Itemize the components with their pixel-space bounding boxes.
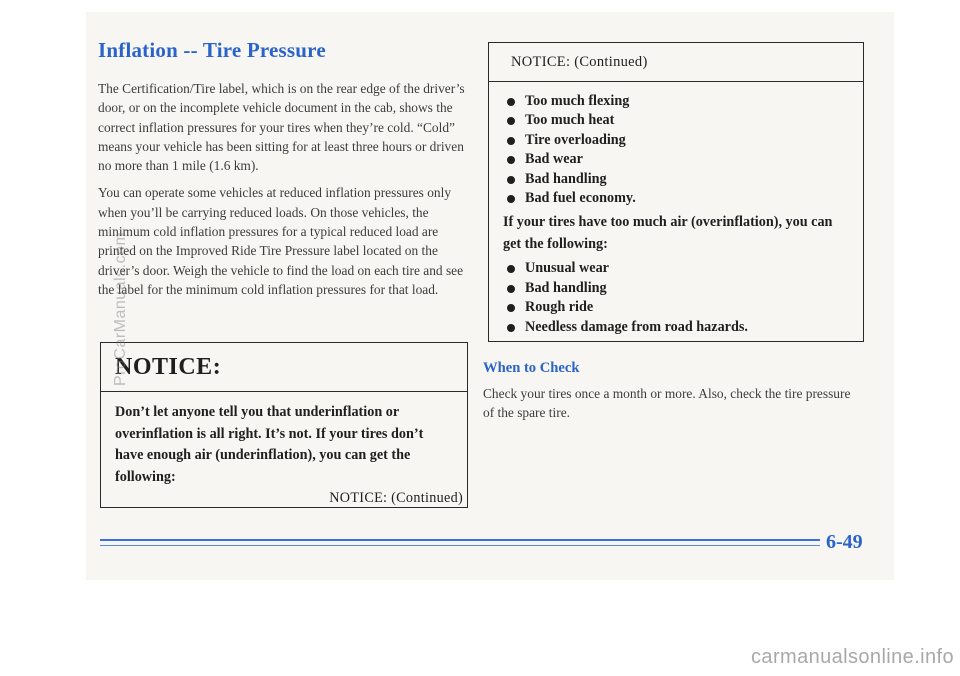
list-item: Bad fuel economy. [503,189,863,208]
notice-continued-label: NOTICE: (Continued) [329,490,463,506]
notice-body: Don’t let anyone tell you that underinflation or overinflation is all right. It’s not. If your tires don’t have enough air (underinflation), you can get the following: [115,404,424,485]
notice-box [100,342,468,508]
page-number: 6-49 [826,531,863,553]
list-item: Bad wear [503,150,863,169]
overinflation-intro: If your tires have too much air (overinflation), you can get the following: [503,214,833,252]
when-to-check-title: When to Check [483,360,580,376]
list-item: Unusual wear [503,259,863,278]
bullet-icon [507,117,515,125]
when-to-check-text: Check your tires once a month or more. Also, check the tire pressure of the spare tire. [483,386,851,421]
bullet-icon [507,324,515,332]
side-watermark: ProCarManuals.com [112,231,129,386]
bullet-icon [507,176,515,184]
overinflation-list [489,259,863,337]
underinflation-list [489,92,863,208]
footer-rule [100,539,820,541]
bullet-icon [507,156,515,164]
list-item: Needless damage from road hazards. [503,318,863,337]
list-item: Too much heat [503,111,863,130]
section-title: Inflation -- Tire Pressure [98,38,326,62]
bullet-icon [507,285,515,293]
notice-heading: NOTICE: [101,343,467,392]
bottom-watermark: carmanualsonline.info [751,646,954,668]
list-item: Too much flexing [503,92,863,111]
list-item: Bad handling [503,170,863,189]
bullet-icon [507,304,515,312]
notice-continued-box [488,42,864,342]
list-item: Bad handling [503,279,863,298]
bullet-icon [507,265,515,273]
bullet-icon [507,137,515,145]
bullet-icon [507,195,515,203]
list-item: Rough ride [503,298,863,317]
footer-rule-thin [100,545,820,546]
paragraph-reduced-inflation: You can operate some vehicles at reduced inflation pressures only when you’ll be carrying reduced loads. On those vehicles, the minimum cold inflation pressures for a typical reduced load are printed on the Improved Ride Tire Pressure label located on the driver’s door. Weigh the vehicle to find the load on each tire and see the label for the minimum cold inflation pressures for that load. [98,185,464,297]
list-item: Tire overloading [503,131,863,150]
paragraph-cold-pressure: The Certification/Tire label, which is on the rear edge of the driver’s door, or on the incomplete vehicle document in the cab, shows the correct inflation pressures for your tires when they’re cold. “Cold” means your vehicle has been sitting for at least three hours or driven no more than 1 mile (1.6 km). [98,81,465,174]
notice-continued-heading: NOTICE: (Continued) [489,43,863,82]
left-column [98,38,474,307]
bullet-icon [507,98,515,106]
